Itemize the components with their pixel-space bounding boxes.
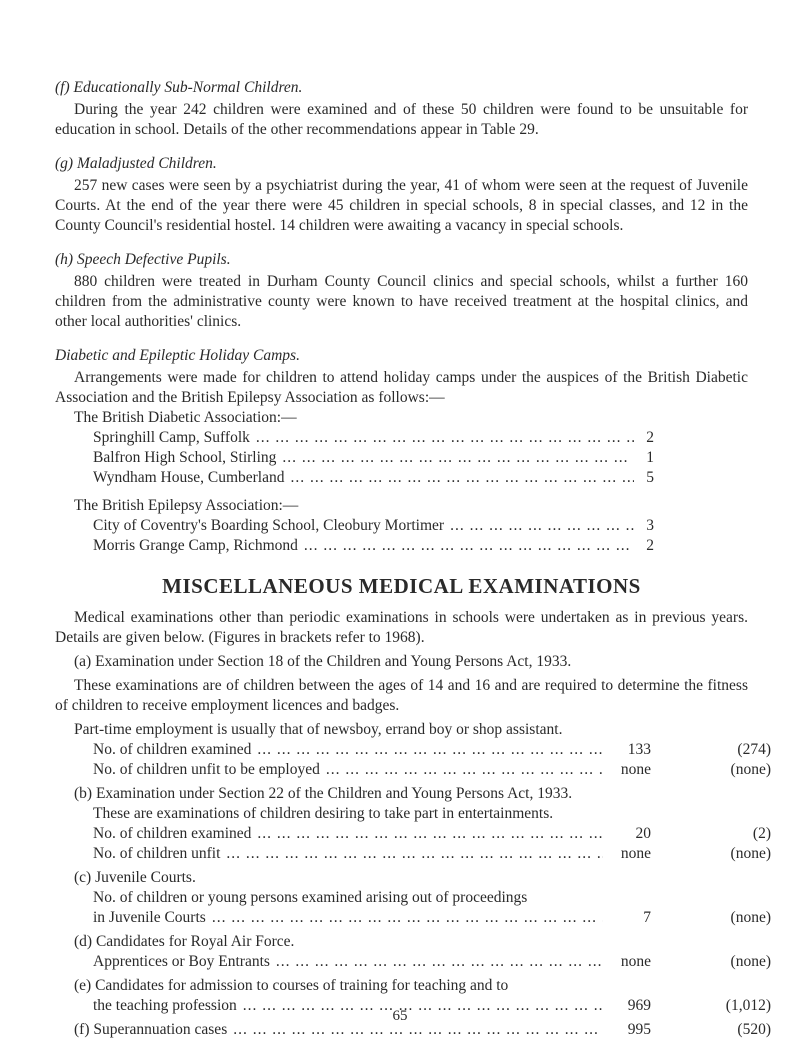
section-text: 880 children were treated in Durham County Council clinics and special schools, whilst a further 160 children from the administrative county were known to have received treatment at the hospital clinics, and other local authorities' clinics. <box>55 273 748 330</box>
camp-row <box>55 536 654 556</box>
exam-a-text: These examinations are of children between the ages of 14 and 16 and are required to determine the fitness of children to receive employment licences and badges. <box>55 677 748 714</box>
misc-exam-title: MISCELLANEOUS MEDICAL EXAMINATIONS <box>162 574 641 598</box>
camp-name: Balfron High School, Stirling <box>93 449 277 466</box>
exam-row <box>55 824 771 844</box>
camp-row <box>55 448 654 468</box>
exam-a-text2: Part-time employment is usually that of newsboy, errand boy or shop assistant. <box>74 721 563 738</box>
exam-b-text: These are examinations of children desiring to take part in entertainments. <box>93 805 554 822</box>
camp-row <box>55 468 654 488</box>
exam-row-label: No. of children examined <box>93 741 252 758</box>
exam-value: none <box>620 845 651 862</box>
exam-value: none <box>620 761 651 778</box>
exam-value: 133 <box>627 741 651 758</box>
exam-row <box>55 760 771 780</box>
exam-value: 969 <box>627 997 651 1014</box>
exam-prev-value: (520) <box>737 1021 771 1038</box>
section-holiday-camps <box>55 346 748 556</box>
camp-count: 2 <box>646 429 654 446</box>
leader-dots <box>256 428 634 448</box>
leader-dots <box>304 536 634 556</box>
misc-intro: Medical examinations other than periodic examinations in schools were undertaken as in previous years. Details are given below. (Figures in brackets refer to 1968). <box>55 609 748 646</box>
camp-name: Springhill Camp, Suffolk <box>93 429 250 446</box>
section-speech-defective <box>55 250 748 332</box>
camp-name: City of Coventry's Boarding School, Cleobury Mortimer <box>93 517 445 534</box>
exam-row-label: Apprentices or Boy Entrants <box>93 953 270 970</box>
section-text: Arrangements were made for children to attend holiday camps under the auspices of the British Diabetic Association and the British Epilepsy Association as follows:— <box>55 369 748 406</box>
leader-dots <box>212 908 603 928</box>
camp-name: Morris Grange Camp, Richmond <box>93 537 298 554</box>
section-text: During the year 242 children were examined and of these 50 children were found to be unsuitable for education in school. Details of the other recommendations appear in Table 29. <box>55 101 748 138</box>
leader-dots <box>226 844 603 864</box>
leader-dots <box>276 952 603 972</box>
camp-row <box>55 516 654 536</box>
exam-prev-value: (274) <box>737 741 771 758</box>
exam-value: 7 <box>643 909 651 926</box>
exam-c-heading: (c) Juvenile Courts. <box>74 869 196 886</box>
document-page <box>55 78 771 1040</box>
misc-exam-section <box>55 608 771 1040</box>
section-heading: Diabetic and Epileptic Holiday Camps. <box>55 347 300 364</box>
exam-value: none <box>620 953 651 970</box>
exam-value: 995 <box>627 1021 651 1038</box>
section-heading: (f) Educationally Sub-Normal Children. <box>55 79 303 96</box>
exam-b-heading: (b) Examination under Section 22 of the Children and Young Persons Act, 1933. <box>74 785 573 802</box>
section-esn-children <box>55 78 748 140</box>
section-maladjusted-children <box>55 154 748 236</box>
exam-row <box>55 908 771 928</box>
exam-a-heading: (a) Examination under Section 18 of the Children and Young Persons Act, 1933. <box>74 653 572 670</box>
exam-prev-value: (none) <box>730 909 771 926</box>
page-number: 65 <box>392 1008 408 1024</box>
exam-row-label: No. of children examined <box>93 825 252 842</box>
exam-prev-value: (none) <box>730 761 771 778</box>
epilepsy-association-label: The British Epilepsy Association:— <box>74 497 299 514</box>
exam-row <box>55 952 771 972</box>
exam-prev-value: (none) <box>730 953 771 970</box>
leader-dots <box>257 740 603 760</box>
camp-count: 2 <box>646 537 654 554</box>
exam-c-line: No. of children or young persons examined arising out of proceedings <box>93 889 528 906</box>
exam-row-label: the teaching profession <box>93 997 237 1014</box>
camp-count: 1 <box>646 449 654 466</box>
camp-row <box>55 428 654 448</box>
camp-name: Wyndham House, Cumberland <box>93 469 285 486</box>
leader-dots <box>326 760 603 780</box>
camp-count: 3 <box>646 517 654 534</box>
leader-dots <box>282 448 634 468</box>
exam-row-label: No. of children unfit <box>93 845 221 862</box>
section-heading: (g) Maladjusted Children. <box>55 155 217 172</box>
diabetic-association-label: The British Diabetic Association:— <box>74 409 297 426</box>
leader-dots <box>291 468 635 488</box>
section-heading: (h) Speech Defective Pupils. <box>55 251 231 268</box>
exam-row-label: in Juvenile Courts <box>93 909 206 926</box>
leader-dots <box>257 824 603 844</box>
exam-e-heading: (e) Candidates for admission to courses of training for teaching and to <box>74 977 509 994</box>
exam-row <box>55 844 771 864</box>
exam-d-heading: (d) Candidates for Royal Air Force. <box>74 933 295 950</box>
exam-prev-value: (none) <box>730 845 771 862</box>
exam-row <box>55 740 771 760</box>
camp-count: 5 <box>646 469 654 486</box>
exam-prev-value: (1,012) <box>725 997 771 1014</box>
exam-prev-value: (2) <box>752 825 771 842</box>
exam-row-label: No. of children unfit to be employed <box>93 761 320 778</box>
leader-dots <box>450 516 634 536</box>
section-text: 257 new cases were seen by a psychiatrist during the year, 41 of whom were seen at the request of Juvenile Courts. At the end of the year there were 45 children in special schools, 8 in special classes, and 12 in the County Council's residential hostel. 14 children were awaiting a vacancy in special schools. <box>55 177 748 234</box>
exam-row-label: (f) Superannuation cases <box>74 1021 228 1038</box>
exam-value: 20 <box>635 825 651 842</box>
